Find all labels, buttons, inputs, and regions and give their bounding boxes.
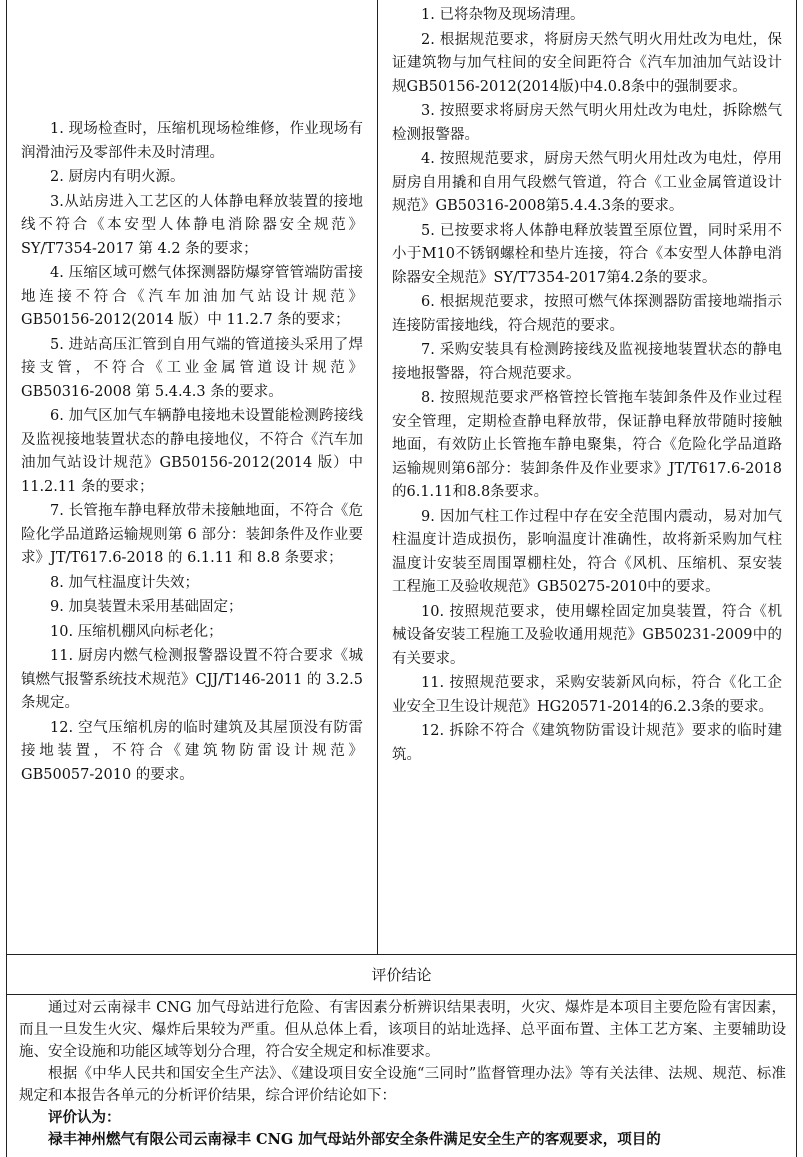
problem-item: 6. 加气区加气车辆静电接地未设置能检测跨接线及监视接地装置状态的静电接地仪，不符合《汽车加油加气站设计规范》GB50156-2012(2014 版）中 11.2.11 条的要求； [21, 408, 363, 495]
problem-item: 1. 现场检查时，压缩机现场检维修，作业现场有润滑油污及零部件未及时清理。 [21, 121, 363, 161]
problem-item: 10. 压缩机棚风向标老化； [50, 623, 223, 640]
problem-item: 11. 厨房内燃气检测报警器设置不符合要求《城镇燃气报警系统技术规范》CJJ/T146-2011 的 3.2.5 条规定。 [21, 648, 363, 711]
conclusion-statement: 禄丰神州燃气有限公司云南禄丰 CNG 加气母站外部安全条件满足安全生产的客观要求，项目的 [48, 1131, 661, 1148]
problem-item: 9. 加臭装置未采用基础固定； [50, 599, 243, 615]
conclusion-body [6, 995, 797, 1157]
problem-item: 2. 厨房内有明火源。 [50, 169, 185, 185]
conclusion-lead: 评价认为： [48, 1109, 121, 1126]
conclusion-paragraph: 通过对云南禄丰 CNG 加气母站进行危险、有害因素分析辨识结果表明，火灾、爆炸是本项目主要危险有害因素，而且一旦发生火灾、爆炸后果较为严重。但从总体上看，该项目的站址选择、总平面布置、主体工艺方案、主要辅助设施、安全设施和功能区域等划分合理，符合安全规定和标准要求。 [19, 1000, 786, 1060]
measure-item: 4. 按照规范要求，厨房天然气明火用灶改为电灶，停用厨房自用撬和自用气段燃气管道，符合《工业金属管道设计规范》GB50316-2008第5.4.4.3条的要求。 [392, 151, 782, 214]
problem-item: 7. 长管拖车静电释放带未接触地面，不符合《危险化学品道路运输规则第 6 部分：装卸条件及作业要求》JT/T617.6-2018 的 6.1.11 和 8.8 条要求； [21, 503, 363, 566]
measure-item: 11. 按照规范要求，采购安装新风向标，符合《化工企业安全卫生设计规范》HG20571-2014的6.2.3条的要求。 [392, 675, 782, 715]
rectification-table [6, 0, 797, 955]
measure-item: 2. 根据规范要求，将厨房天然气明火用灶改为电灶，保证建筑物与加气柱间的安全间距符合《汽车加油加气站设计规GB50156-2012(2014版)中4.0.8条中的强制要求。 [392, 31, 782, 95]
conclusion-paragraph: 根据《中华人民共和国安全生产法》、《建设项目安全设施“三同时”监督管理办法》等有关法律、法规、规范、标准规定和本报告各单元的分析评价结果，综合评价结论如下： [19, 1066, 786, 1104]
measure-item: 8. 按照规范要求严格管控长管拖车装卸条件及作业过程安全管理，定期检查静电释放带，保证静电释放带随时接触地面，有效防止长管拖车静电聚集，符合《危险化学品道路运输规则第6部分：装卸条件及作业要求》JT/T617.6-2018的6.1.11和8.8条要求。 [392, 390, 782, 500]
measure-item: 7. 采购安装具有检测跨接线及监视接地装置状态的静电接地报警器，符合规范要求。 [392, 342, 782, 382]
measure-item: 12. 拆除不符合《建筑物防雷设计规范》要求的临时建筑。 [392, 723, 782, 763]
measure-item: 9. 因加气柱工作过程中存在安全范围内震动，易对加气柱温度计造成损伤，影响温度计准确性，故将新采购加气柱温度计安装至周围罩棚柱处，符合《风机、压缩机、泵安装工程施工及验收规范》GB50275-2010中的要求。 [392, 508, 782, 595]
problem-item: 12. 空气压缩机房的临时建筑及其屋顶没有防雷接地装置，不符合《建筑物防雷设计规范》GB50057-2010 的要求。 [21, 719, 363, 783]
problem-item: 8. 加气柱温度计失效； [50, 574, 199, 591]
problem-item: 3.从站房进入工艺区的人体静电释放装置的接地线不符合《本安型人体静电消除器安全规范》SY/T7354-2017 第 4.2 条的要求； [21, 193, 363, 257]
measures-column [378, 0, 796, 954]
measure-item: 3. 按照要求将厨房天然气明火用灶改为电灶，拆除燃气检测报警器。 [392, 103, 782, 143]
measure-item: 1. 已将杂物及现场清理。 [421, 7, 585, 23]
problem-item: 5. 进站高压汇管到自用气端的管道接头采用了焊接支管，不符合《工业金属管道设计规范》GB50316-2008 第 5.4.4.3 条的要求。 [21, 336, 363, 400]
conclusion-header: 评价结论 [6, 955, 797, 995]
measure-item: 10. 按照规范要求，使用螺栓固定加臭装置，符合《机械设备安装工程施工及验收通用规范》GB50231-2009中的有关要求。 [392, 603, 782, 667]
measure-item: 5. 已按要求将人体静电释放装置至原位置，同时采用不小于M10不锈钢螺栓和垫片连接，符合《本安型人体静电消除器安全规范》SY/T7354-2017第4.2条的要求。 [392, 222, 782, 286]
problem-item: 4. 压缩区域可燃气体探测器防爆穿管管端防雷接地连接不符合《汽车加油加气站设计规范》GB50156-2012(2014 版）中 11.2.7 条的要求； [21, 265, 363, 328]
problems-column [7, 0, 378, 954]
measure-item: 6. 根据规范要求，按照可燃气体探测器防雷接地端指示连接防雷接地线，符合规范的要求。 [392, 294, 782, 334]
